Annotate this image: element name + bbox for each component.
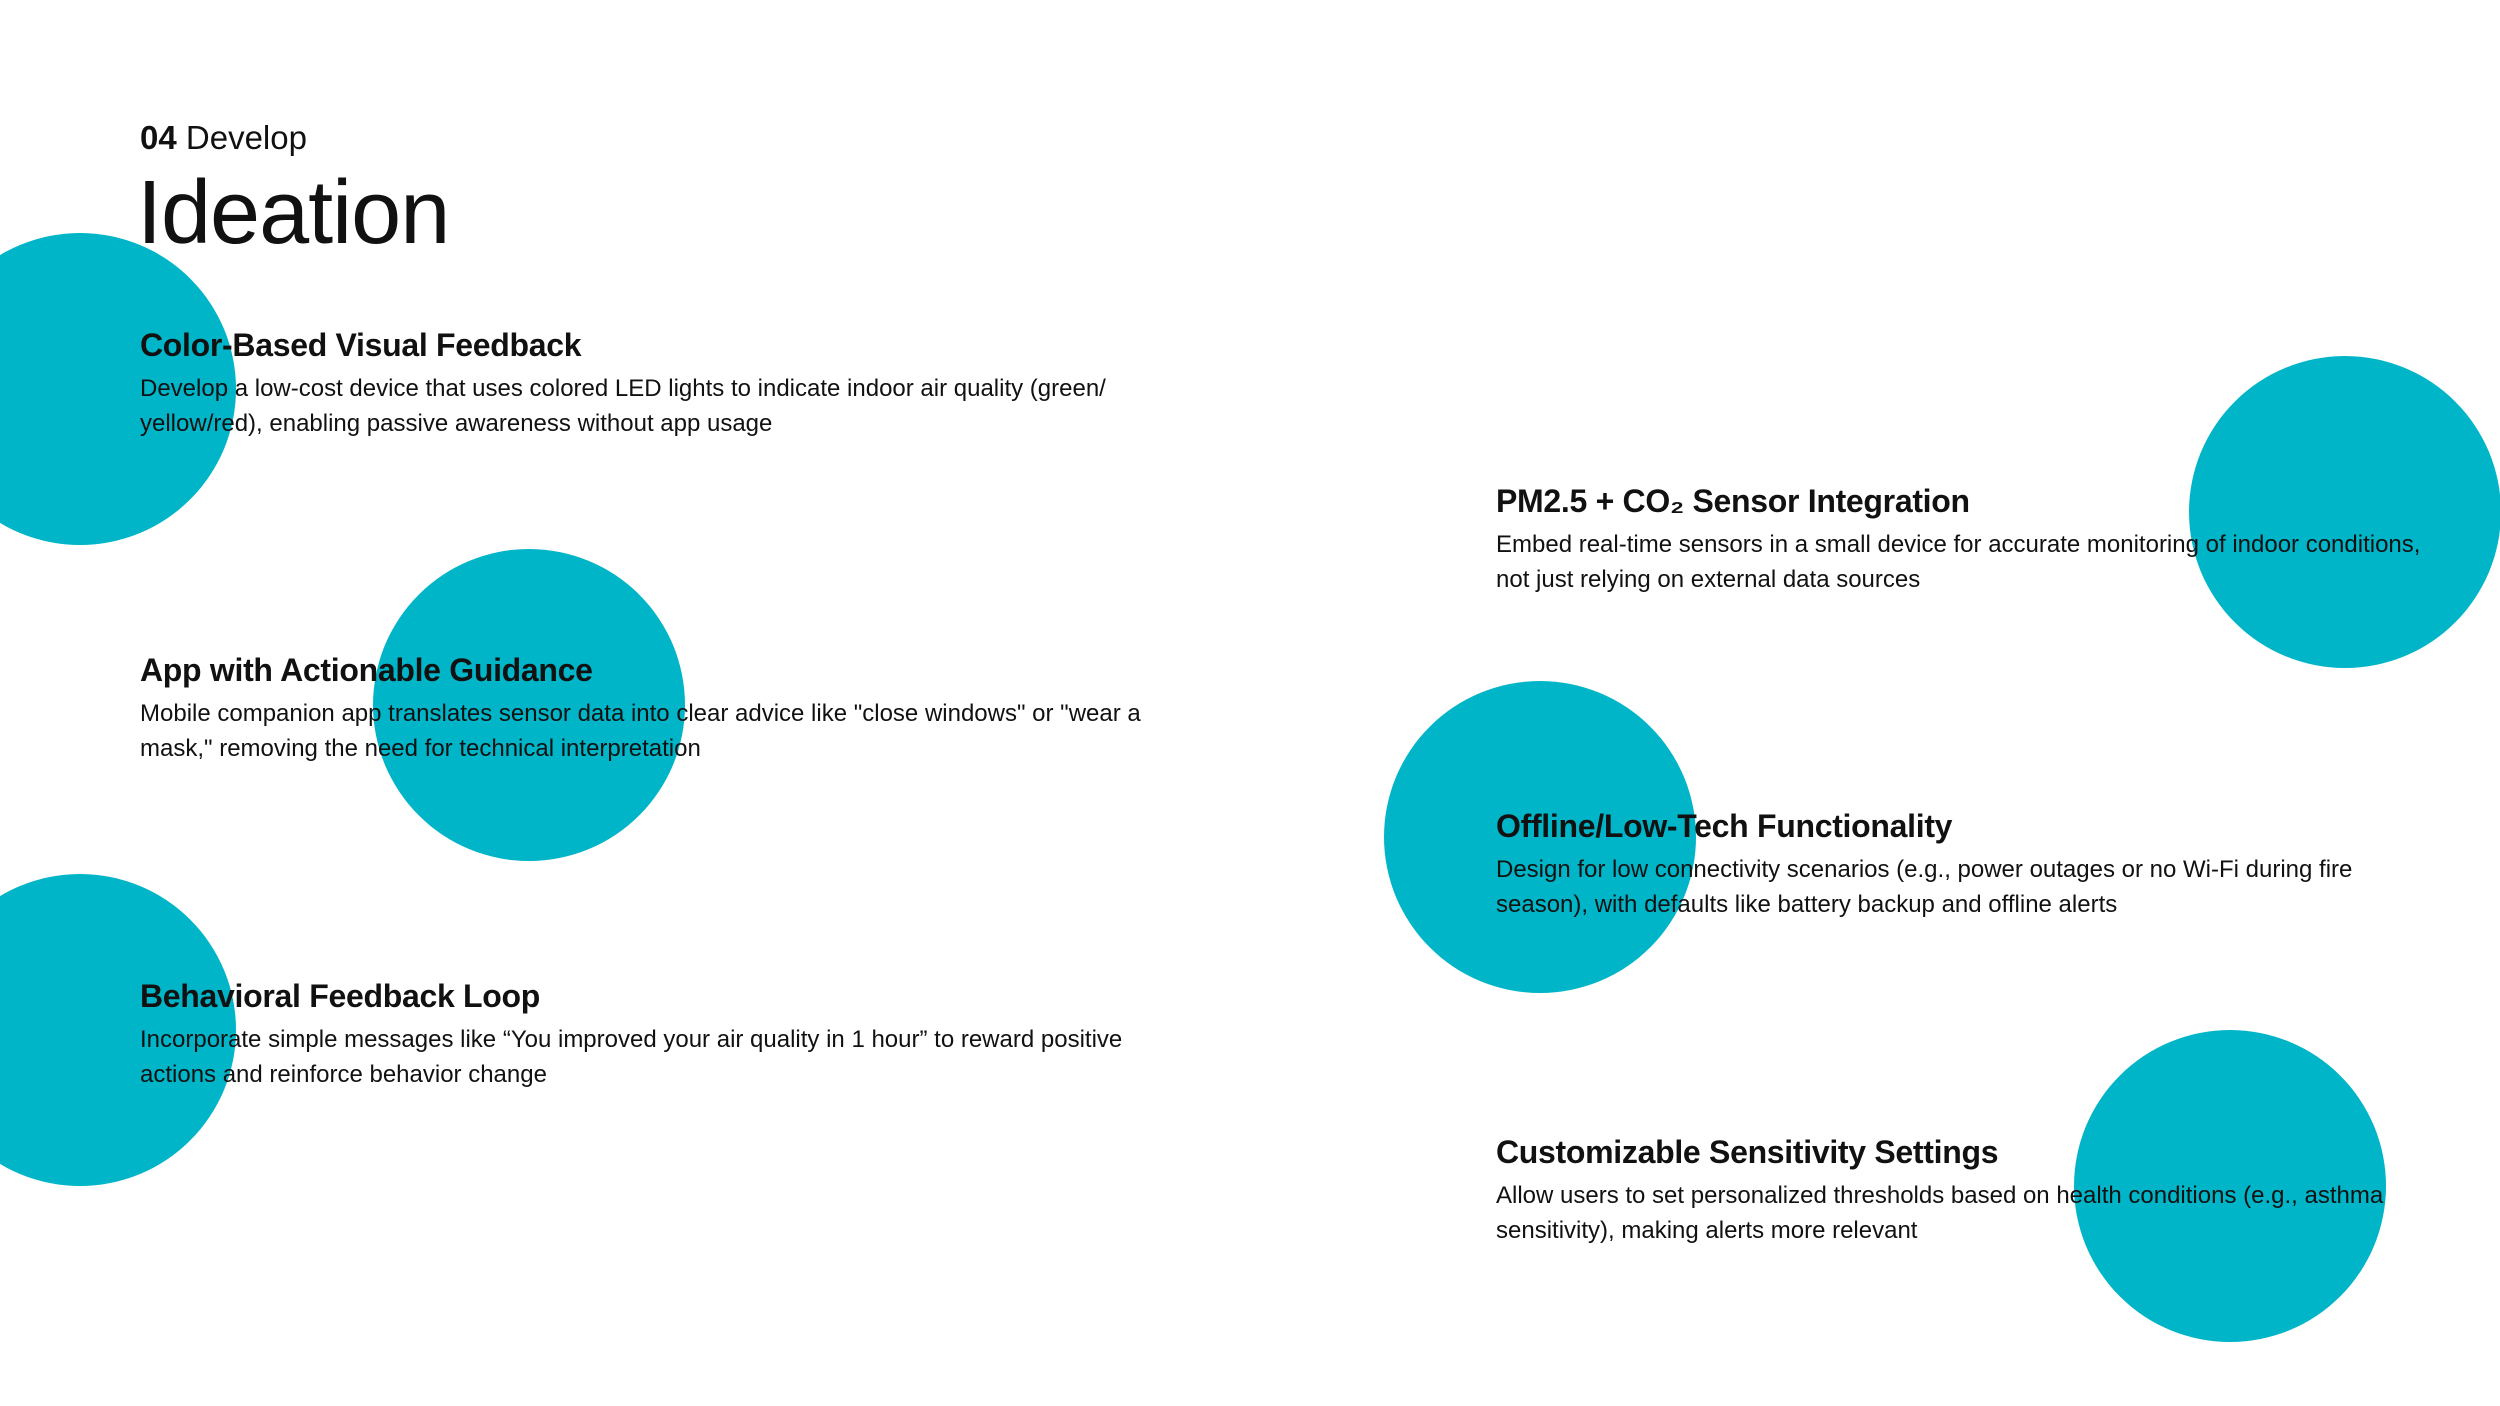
section-number: 04 <box>140 119 177 156</box>
idea-card-app-guidance <box>140 650 1180 766</box>
idea-description: Allow users to set personalized thresholds based on health conditions (e.g., asthma sensitivity), making alerts more relevant <box>1496 1182 2384 1244</box>
idea-description: Incorporate simple messages like “You improved your air quality in 1 hour” to reward positive actions and reinforce behavior change <box>140 1026 1123 1088</box>
idea-title: Behavioral Feedback Loop <box>140 978 541 1014</box>
idea-title: Color-Based Visual Feedback <box>140 327 582 363</box>
idea-card-feedback-loop <box>140 976 1180 1092</box>
idea-title: App with Actionable Guidance <box>140 652 593 688</box>
section-label <box>140 117 307 159</box>
idea-card-sensitivity-settings <box>1496 1132 2456 1248</box>
idea-description: Develop a low-cost device that uses colored LED lights to indicate indoor air quality (green/ yellow/red), enabling passive awareness without app usage <box>140 375 1106 437</box>
idea-card-sensor-integration <box>1496 481 2456 597</box>
section-name: Develop <box>185 119 307 156</box>
page-title: Ideation <box>137 163 450 263</box>
idea-description: Embed real-time sensors in a small device for accurate monitoring of indoor conditions, not just relying on external data sources <box>1496 531 2421 593</box>
idea-card-offline-functionality <box>1496 806 2436 922</box>
idea-description: Mobile companion app translates sensor data into clear advice like "close windows" or "wear a mask," removing the need for technical interpretation <box>140 700 1141 762</box>
idea-title: Customizable Sensitivity Settings <box>1496 1134 1999 1170</box>
idea-title: PM2.5 + CO₂ Sensor Integration <box>1496 483 1970 519</box>
idea-description: Design for low connectivity scenarios (e.g., power outages or no Wi-Fi during fire season), with defaults like battery backup and offline alerts <box>1496 856 2353 918</box>
idea-card-color-feedback <box>140 325 1180 441</box>
idea-title: Offline/Low-Tech Functionality <box>1496 808 1953 844</box>
